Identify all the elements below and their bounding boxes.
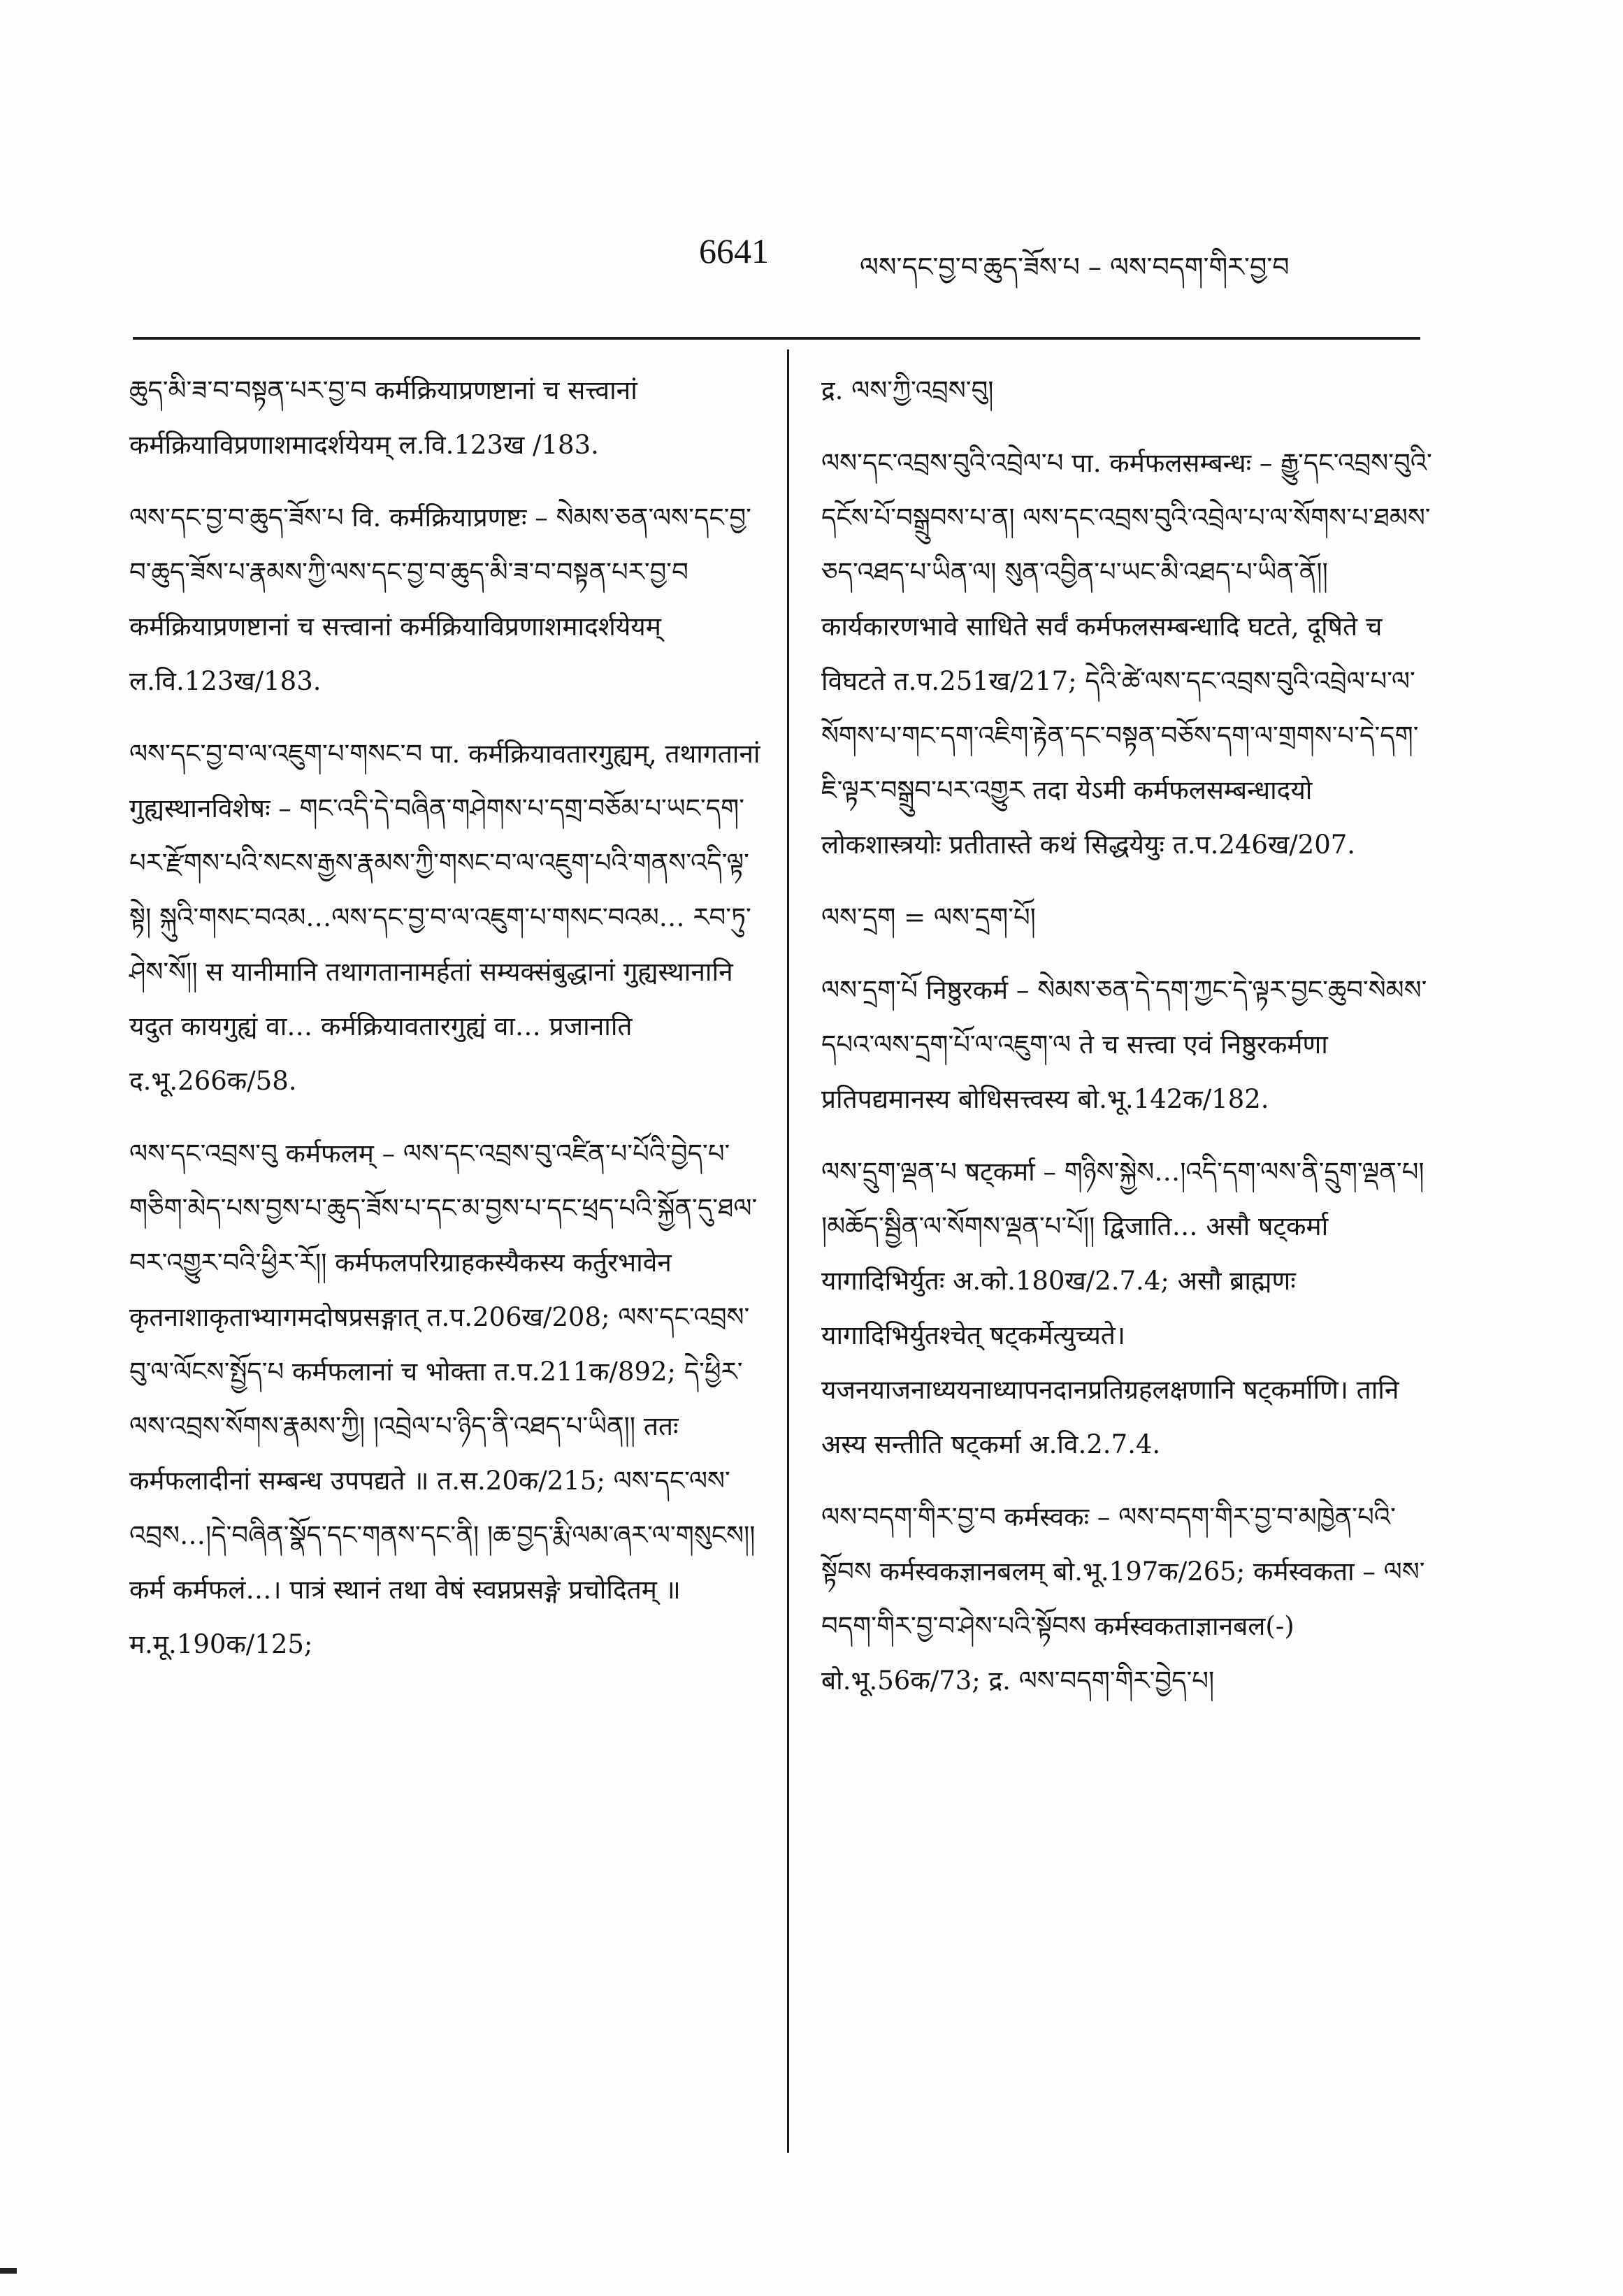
dictionary-entry [129,1127,762,1672]
scan-edge-mark [0,2268,17,2274]
entry-text: ལས་དང་བྱ་བ་ཆུད་ཟོས་པ वि. कर्मक्रियाप्रणष्टः – སེམས་ཅན་ལས་དང་བྱ་བ་ཆུད་ཟོས་པ་རྣམས་ཀྱི་ལས་དང་བྱ་བ་ཆུད་མི་ཟ་བ་བསྟན་པར་བྱ་བ कर्मक्रियाप्रणष्टानां च सत्त्वानां कर्मक्रियाविप्रणाशमादर्शयेयम् ल.वि.123ख/183. [129,503,751,696]
right-column [821,363,1436,1726]
running-head: ལས་དང་བྱ་བ་ཆུད་ཟོས་པ – ལས་བདག་གིར་བྱ་བ [860,252,1290,282]
page-number: 6641 [699,231,769,270]
entry-text: ལས་དང་འབྲས་བུ कर्मफलम् – ལས་དང་འབྲས་བུ་འཛིན་པ་པོའི་བྱེད་པ་གཅིག་མེད་པས་བྱས་པ་ཆུད་ཟོས་པ་དང་མ་བྱས་པ་དང་ཕྲད་པའི་སྐྱོན་དུ་ཐལ་བར་འགྱུར་བའི་ཕྱིར་རོ།། कर्मफलपरिग्राहकस्यैकस्य कर्तुरभावेन कृतनाशाकृताभ्यागमदोषप्रसङ्गात् त.प.206ख/208; ལས་དང་འབྲས་བུ་ལ་ལོངས་སྤྱོད་པ कर्मफलानां च भोक्ता त.प.211क/892; དེ་ཕྱིར་ལས་འབྲས་སོགས་རྣམས་ཀྱི། །འབྲེལ་པ་ཉིད་ནི་འཐད་པ་ཡིན།། ततः कर्मफलादीनां सम्बन्ध उपपद्यते ॥ त.स.20क/215; ལས་དང་ལས་འབྲས…།དེ་བཞིན་སྣོད་དང་གནས་དང་ནི། །ཆ་བྱད་རྨི་ལམ་ཞར་ལ་གསུངས།། कर्म कर्मफलं…। पात्रं स्थानं तथा वेषं स्वप्नप्रसङ्गे प्रचोदितम् ॥ म.मू.190क/125; [129,1139,758,1659]
dictionary-entry [821,1490,1436,1708]
entry-text: ལས་དང་བྱ་བ་ལ་འཇུག་པ་གསང་བ पा. कर्मक्रियावतारगुह्यम्, तथागतानां गुह्यस्थानविशेषः – གང་འདི་དེ་བཞིན་གཤེགས་པ་དགྲ་བཅོམ་པ་ཡང་དག་པར་རྫོགས་པའི་སངས་རྒྱས་རྣམས་ཀྱི་གསང་བ་ལ་འཇུག་པའི་གནས་འདི་ལྟ་སྟེ། སྐུའི་གསང་བའམ…ལས་དང་བྱ་བ་ལ་འཇུག་པ་གསང་བའམ… རབ་ཏུ་ཤེས་སོ།། स यानीमानि तथागतानामर्हतां सम्यक्संबुद्धानां गुह्यस्थानानि यदुत कायगुह्यं वा… कर्मक्रियावतारगुह्यं वा… प्रजानाति द.भू.266क/58. [129,739,760,1096]
dictionary-entry [821,1145,1436,1472]
header-rule [133,337,1420,340]
entry-text: ལས་བདག་གིར་བྱ་བ कर्मस्वकः – ལས་བདག་གིར་བྱ་བ་མཁྱེན་པའི་སྟོབས कर्मस्वकज्ञानबलम् बो.भू.197क/265; कर्मस्वकता – ལས་བདག་གིར་བྱ་བ་ཤེས་པའི་སྟོབས कर्मस्वकताज्ञानबल(-) बो.भू.56क/73; द्र. ལས་བདག་གིར་བྱེད་པ། [821,1502,1425,1696]
dictionary-entry [821,963,1436,1127]
left-column [129,363,762,1690]
entry-text: ཆུད་མི་ཟ་བ་བསྟན་པར་བྱ་བ कर्मक्रियाप्रणष्टानां च सत्त्वानां कर्मक्रियाविप्रणाशमादर्शयेयम् ल.वि.123ख /183. [129,375,637,460]
page-header [699,231,1448,294]
dictionary-entry [821,436,1436,872]
column-divider [787,349,789,2153]
dictionary-entry [129,491,762,709]
entry-text: ལས་དང་འབྲས་བུའི་འབྲེལ་པ पा. कर्मफलसम्बन्धः – རྒྱུ་དང་འབྲས་བུའི་དངོས་པོ་བསྒྲུབས་པ་ན། ལས་དང་འབྲས་བུའི་འབྲེལ་པ་ལ་སོགས་པ་ཐམས་ཅད་འཐད་པ་ཡིན་ལ། སུན་འབྱིན་པ་ཡང་མི་འཐད་པ་ཡིན་ནོ།། कार्यकारणभावे साधिते सर्वं कर्मफलसम्बन्धादि घटते, दूषिते च विघटते त.प.251ख/217; དེའི་ཚེ་ལས་དང་འབྲས་བུའི་འབྲེལ་པ་ལ་སོགས་པ་གང་དག་འཇིག་རྟེན་དང་བསྟན་བཅོས་དག་ལ་གྲགས་པ་དེ་དག་ཇི་ལྟར་བསྒྲུབ་པར་འགྱུར तदा येऽमी कर्मफलसम्बन्धादयो लोकशास्त्रयोः प्रतीतास्ते कथं सिद्धयेयुः त.प.246ख/207. [821,448,1432,860]
entry-text: द्र. ལས་ཀྱི་འབྲས་བུ། [821,375,994,405]
dictionary-entry [129,363,762,472]
entry-text: ལས་དྲུག་ལྡན་པ षट्कर्मा – གཉིས་སྐྱེས…།འདི་དག་ལས་ནི་དྲུག་ལྡན་པ། །མཆོད་སྦྱིན་ལ་སོགས་ལྡན་པ་པོ།། द्विजाति… असौ षट्कर्मा यागादिभिर्युतः अ.को.180ख/2.7.4; असौ ब्राह्मणः यागादिभिर्युतश्चेत् षट्कर्मेत्युच्यते। यजनयाजनाध्ययनाध्यापनदानप्रतिग्रहलक्षणानि षट्कर्माणि। तानि अस्य सन्तीति षट्कर्मा अ.वि.2.7.4. [821,1157,1424,1459]
dictionary-entry [129,727,762,1109]
entry-text: ལས་དྲག = ལས་དྲག་པོ། [821,902,1036,932]
dictionary-entry [821,363,1436,418]
dictionary-entry [821,890,1436,945]
entry-text: ལས་དྲག་པོ निष्ठुरकर्म – སེམས་ཅན་དེ་དག་ཀྱང་དེ་ལྟར་བྱང་ཆུབ་སེམས་དཔའ་ལས་དྲག་པོ་ལ་འཇུག་ལ ते च सत्त्वा एवं निष्ठुरकर्मणा प्रतिपद्यमानस्य बोधिसत्त्वस्य बो.भू.142क/182. [821,975,1427,1114]
